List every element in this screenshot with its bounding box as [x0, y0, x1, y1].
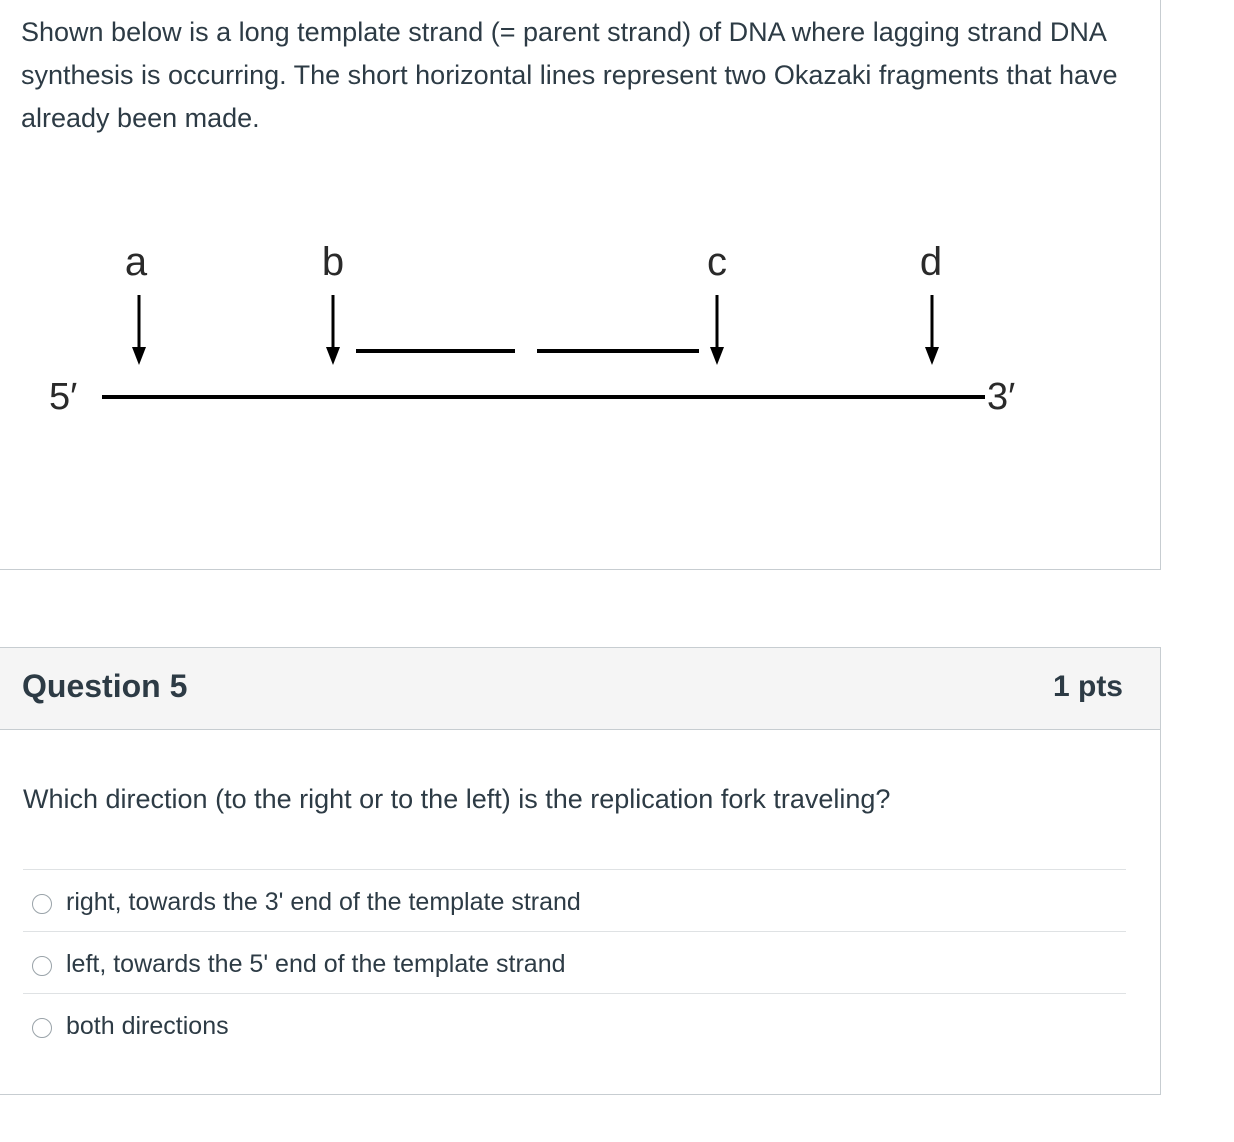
question-card [0, 647, 1161, 1095]
arrow-a-icon [132, 295, 146, 365]
radio-button[interactable] [32, 1018, 52, 1038]
arrow-label-b: b [321, 240, 345, 284]
dna-diagram [0, 199, 1159, 459]
arrow-d-icon [925, 295, 939, 365]
arrow-c-icon [710, 295, 724, 365]
radio-button[interactable] [32, 956, 52, 976]
three-prime-label: 3′ [987, 376, 1016, 418]
arrow-label-a: a [124, 240, 148, 284]
question-header [0, 648, 1160, 730]
five-prime-label: 5′ [49, 376, 78, 418]
question-title: Question 5 [22, 668, 188, 704]
arrow-b-icon [326, 295, 340, 365]
answer-option-both[interactable] [23, 993, 1126, 1055]
intro-text: Shown below is a long template strand (= parent strand) of DNA where lagging strand DNA synthesis is occurring. The short horizontal lines represent two Okazaki fragments that have already been made. [21, 17, 1118, 133]
answer-option-right[interactable] [23, 869, 1126, 931]
diagram-card [0, 0, 1161, 570]
answer-list [23, 869, 1126, 1055]
answer-label[interactable]: left, towards the 5' end of the template strand [66, 950, 566, 978]
arrow-label-c: c [707, 240, 727, 284]
answer-label[interactable]: right, towards the 3' end of the template strand [66, 888, 581, 916]
answer-option-left[interactable] [23, 931, 1126, 993]
question-text: Which direction (to the right or to the left) is the replication fork traveling? [23, 784, 891, 814]
arrow-label-d: d [919, 240, 943, 284]
radio-button[interactable] [32, 894, 52, 914]
answer-label[interactable]: both directions [66, 1012, 229, 1040]
question-points: 1 pts [1052, 670, 1123, 703]
